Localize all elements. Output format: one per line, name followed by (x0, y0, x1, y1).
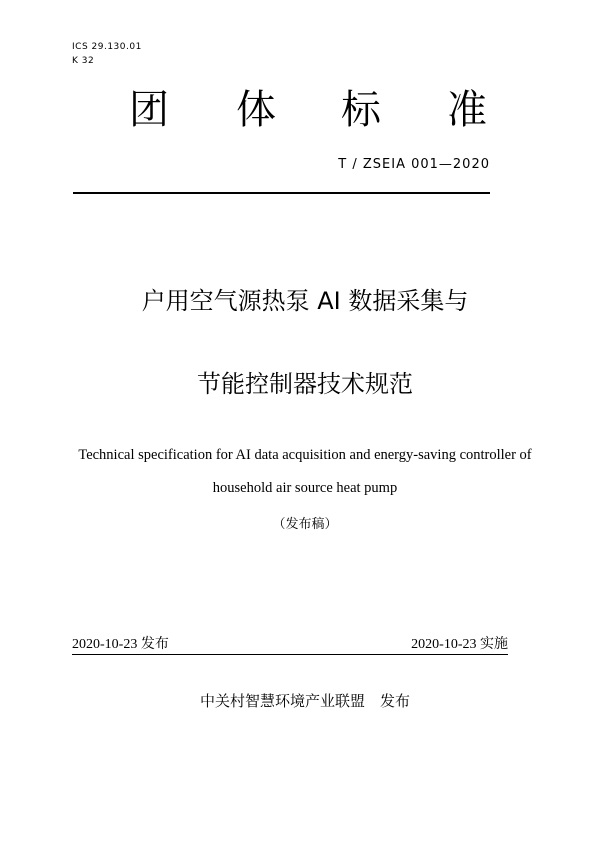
doc-type-char: 标 (341, 87, 381, 133)
doc-type-char: 团 (129, 87, 169, 133)
title-en-line1: Technical specification for AI data acquisition and energy-saving controller of (78, 447, 532, 463)
dates-row (72, 636, 508, 655)
standard-number: T / ZSEIA 001—2020 (338, 157, 490, 172)
doc-type-char: 体 (236, 87, 276, 133)
publish-date: 2020-10-23 发布 (72, 637, 169, 652)
ics-code: ICS 29.130.01 (72, 42, 142, 52)
publisher: 中关村智慧环境产业联盟 发布 (199, 692, 410, 710)
ccs-code: K 32 (72, 56, 95, 66)
header-rule (73, 192, 490, 194)
implement-date: 2020-10-23 实施 (411, 637, 508, 652)
draft-status: （发布稿） (272, 516, 338, 531)
title-zh-line2: 节能控制器技术规范 (197, 370, 413, 398)
doc-type-char: 准 (447, 87, 487, 133)
title-en-line2: household air source heat pump (212, 480, 398, 496)
title-zh-line1: 户用空气源热泵 AI 数据采集与 (141, 287, 469, 315)
